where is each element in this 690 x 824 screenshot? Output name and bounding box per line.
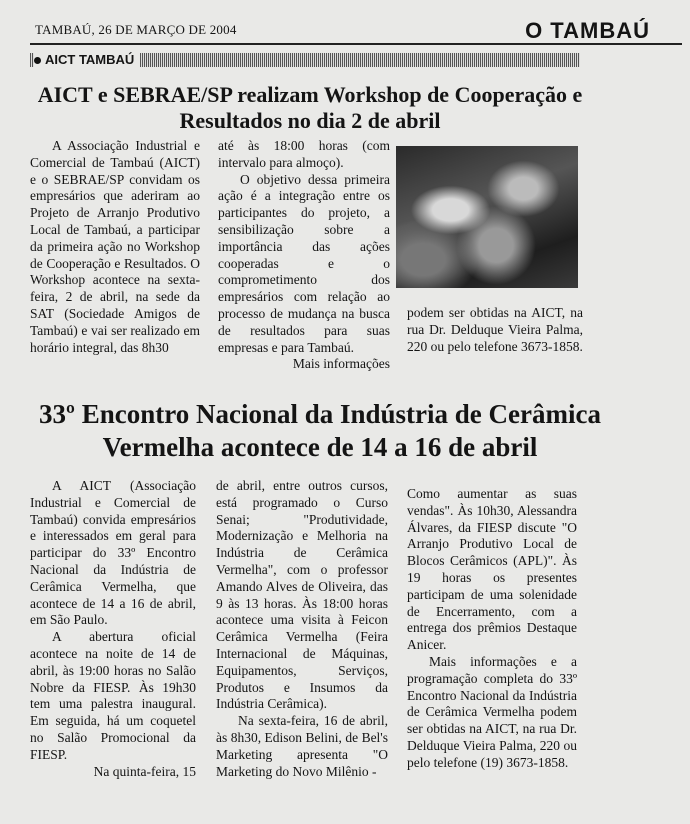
masthead-rule <box>30 43 682 45</box>
article1-column2 <box>218 138 390 373</box>
section-label: AICT TAMBAÚ <box>45 52 135 67</box>
article2-col3-para: Mais informações e a programação completa do 33º Encontro Nacional da Indústria de Cerâmica Vermelha podem ser obtidas na AICT, na rua Dr. Delduque Vieira Palma, 220 ou pelo telefone (19) 3673-1858. <box>407 653 577 770</box>
article1-headline: AICT e SEBRAE/SP realizam Workshop de Cooperação e Resultados no dia 2 de abril <box>37 82 583 133</box>
event-photo <box>396 146 578 288</box>
article2-col2-para: Na sexta-feira, 16 de abril, às 8h30, Edison Belini, de Bel's Marketing apresenta "O Marketing do Novo Milênio - <box>216 713 388 779</box>
article1-column1 <box>30 138 200 356</box>
article2-col1-para: A abertura oficial acontece na noite de 14 de abril, às 19:00 horas no Salão Nobre da FIESP. Às 19h30 tem uma palestra inaugural. Em seguida, há um coquetel no Salão Promocional da FIESP. <box>30 629 196 762</box>
article2-col2-para: de abril, entre outros cursos, está programado o Curso Senai; "Produtividade, Modernização e Melhoria na Indústria de Cerâmica Vermelha", com o professor Amando Alves de Oliveira, das 9 às 13 horas. Às 18:00 horas acontece uma visita à Feicon Cerâmica Vermelha (Feira Internacional de Máquinas, Equipamentos, Serviços, Produtos e Insumos da Indústria Cerâmica). <box>216 478 388 712</box>
article2-col1-para: A AICT (Associação Industrial e Comercial de Tambaú) convida empresários e interessados em geral para participar do 33º Encontro Nacional da Indústria de Cerâmica Vermelha, que acontece de 14 a 16 de abril, em São Paulo. <box>30 478 196 628</box>
article2-column3 <box>407 486 577 772</box>
article2-col3-para: Como aumentar as suas vendas". Às 10h30, Alessandra Álvares, da FIESP discute "O Arranjo Produtivo Local de Blocos Cerâmicos (APL)". Às 19 horas os presentes participam de uma solenidade de Encerramento, com a entrega dos prêmios Destaque Anicer. <box>407 486 577 653</box>
article2-column1 <box>30 478 196 780</box>
article1-col1-para: A Associação Industrial e Comercial de Tambaú (AICT) e o SEBRAE/SP convidam os empresários que aderiram ao Projeto de Arranjo Produtivo Local de Tambaú, a participar da primeira ação no Workshop de Cooperação e Resultados. O Workshop acontece na sexta-feira, 2 de abril, na sede da SAT (Sociedade Amigos de Tambaú) e vai ser realizado em horário integral, das 8h30 <box>30 138 200 355</box>
paper-name: O TAMBAÚ <box>525 18 650 43</box>
article1-col2-para: até às 18:00 horas (com intervalo para almoço). <box>218 138 390 170</box>
date-line: TAMBAÚ, 26 DE MARÇO DE 2004 <box>35 22 237 37</box>
section-tag <box>34 52 140 67</box>
bullet-icon <box>34 57 41 64</box>
article1-column3 <box>407 305 583 355</box>
article2-headline: 33º Encontro Nacional da Indústria de Cerâmica Vermelha acontece de 14 a 16 de abril <box>39 399 601 462</box>
article1-col3-para: podem ser obtidas na AICT, na rua Dr. Delduque Vieira Palma, 220 ou pelo telefone 3673-1858. <box>407 305 583 354</box>
article2-column2 <box>216 478 388 780</box>
article2-col1-para: Na quinta-feira, 15 <box>93 763 196 779</box>
article1-col2-para: Mais informações <box>292 356 390 372</box>
article1-col2-para: O objetivo dessa primeira ação é a integração entre os participantes do projeto, a sensibilização sobre a importância das ações cooperadas e o comprometimento dos empresários com relação ao processo de mudança na busca de resultados para suas empresas e para Tambaú. <box>218 171 390 355</box>
